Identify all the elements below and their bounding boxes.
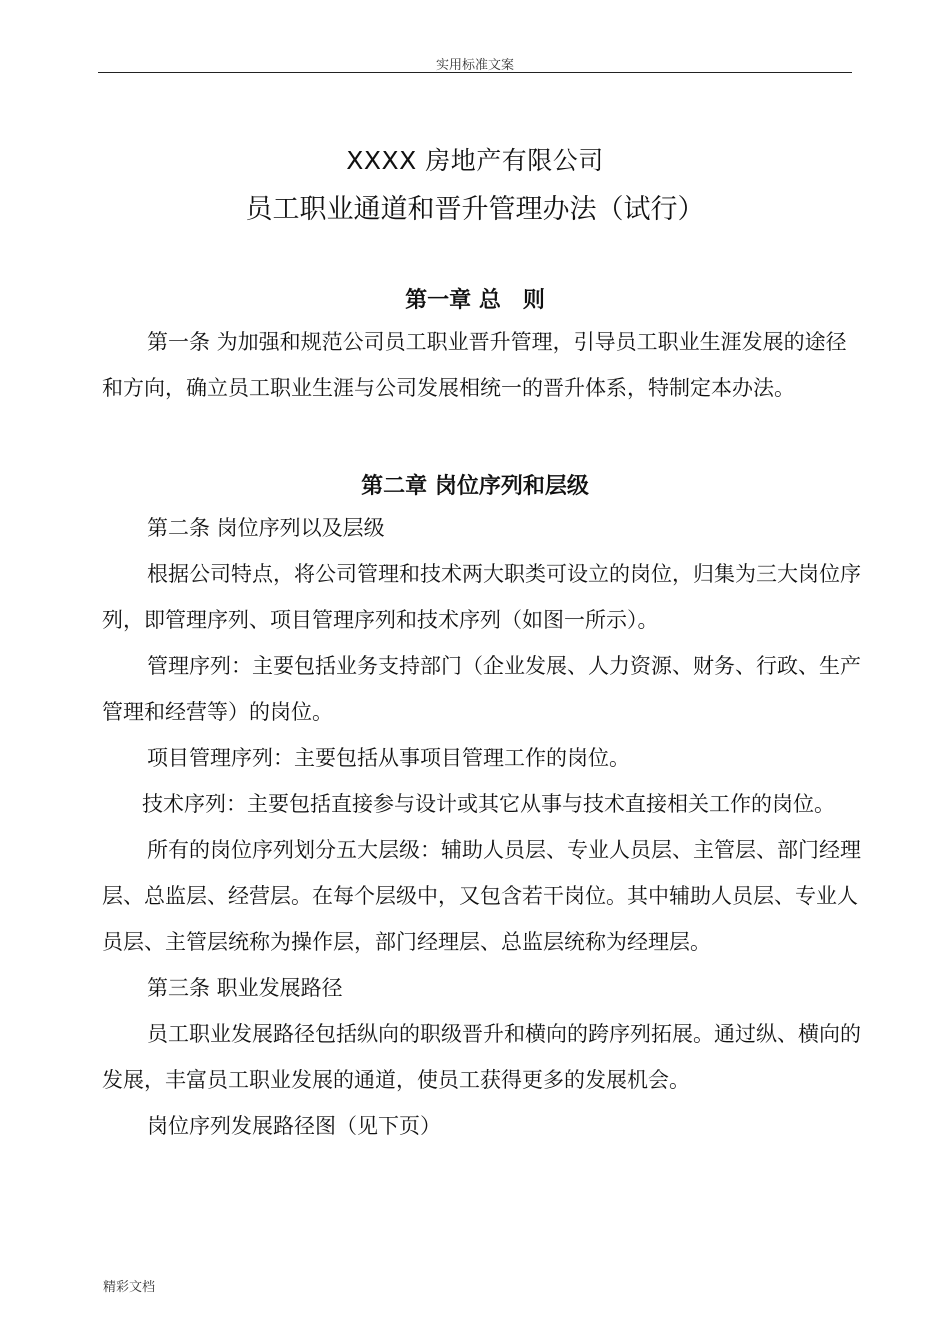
header-divider	[98, 72, 852, 73]
article-2-title: 第二条 岗位序列以及层级	[147, 516, 385, 540]
position-series-paragraph: 根据公司特点，将公司管理和技术两大职类可设立的岗位，归集为三大岗位序列，即管理序列、项目管理序列和技术序列（如图一所示）。	[102, 562, 861, 632]
document-title: 员工职业通道和晋升管理办法（试行）	[245, 194, 705, 225]
article-1-paragraph: 第一条 为加强和规范公司员工职业晋升管理，引导员工职业生涯发展的途径和方向，确立员工职业生涯与公司发展相统一的晋升体系，特制定本办法。	[102, 330, 847, 400]
chapter-2-body	[102, 505, 862, 1149]
path-chart-reference: 岗位序列发展路径图（见下页）	[147, 1114, 441, 1138]
technical-series-paragraph: 技术序列：主要包括直接参与设计或其它从事与技术直接相关工作的岗位。	[142, 792, 835, 816]
chapter-1-heading: 第一章 总 则	[405, 288, 545, 313]
chapter-2-heading: 第二章 岗位序列和层级	[361, 474, 589, 499]
chapter-1-body	[102, 319, 862, 411]
project-management-series-paragraph: 项目管理序列：主要包括从事项目管理工作的岗位。	[147, 746, 630, 770]
company-title: XXXX 房地产有限公司	[346, 146, 604, 175]
management-series-paragraph: 管理序列：主要包括业务支持部门（企业发展、人力资源、财务、行政、生产管理和经营等）的岗位。	[102, 654, 861, 724]
levels-paragraph: 所有的岗位序列划分五大层级：辅助人员层、专业人员层、主管层、部门经理层、总监层、经营层。在每个层级中，又包含若干岗位。其中辅助人员层、专业人员层、主管层统称为操作层，部门经理层、总监层统称为经理层。	[102, 838, 861, 954]
article-3-title: 第三条 职业发展路径	[147, 976, 343, 1000]
page-footer: 精彩文档	[103, 1280, 156, 1295]
page-header: 实用标准文案	[435, 58, 514, 73]
career-path-paragraph: 员工职业发展路径包括纵向的职级晋升和横向的跨序列拓展。通过纵、横向的发展，丰富员工职业发展的通道，使员工获得更多的发展机会。	[102, 1022, 861, 1092]
